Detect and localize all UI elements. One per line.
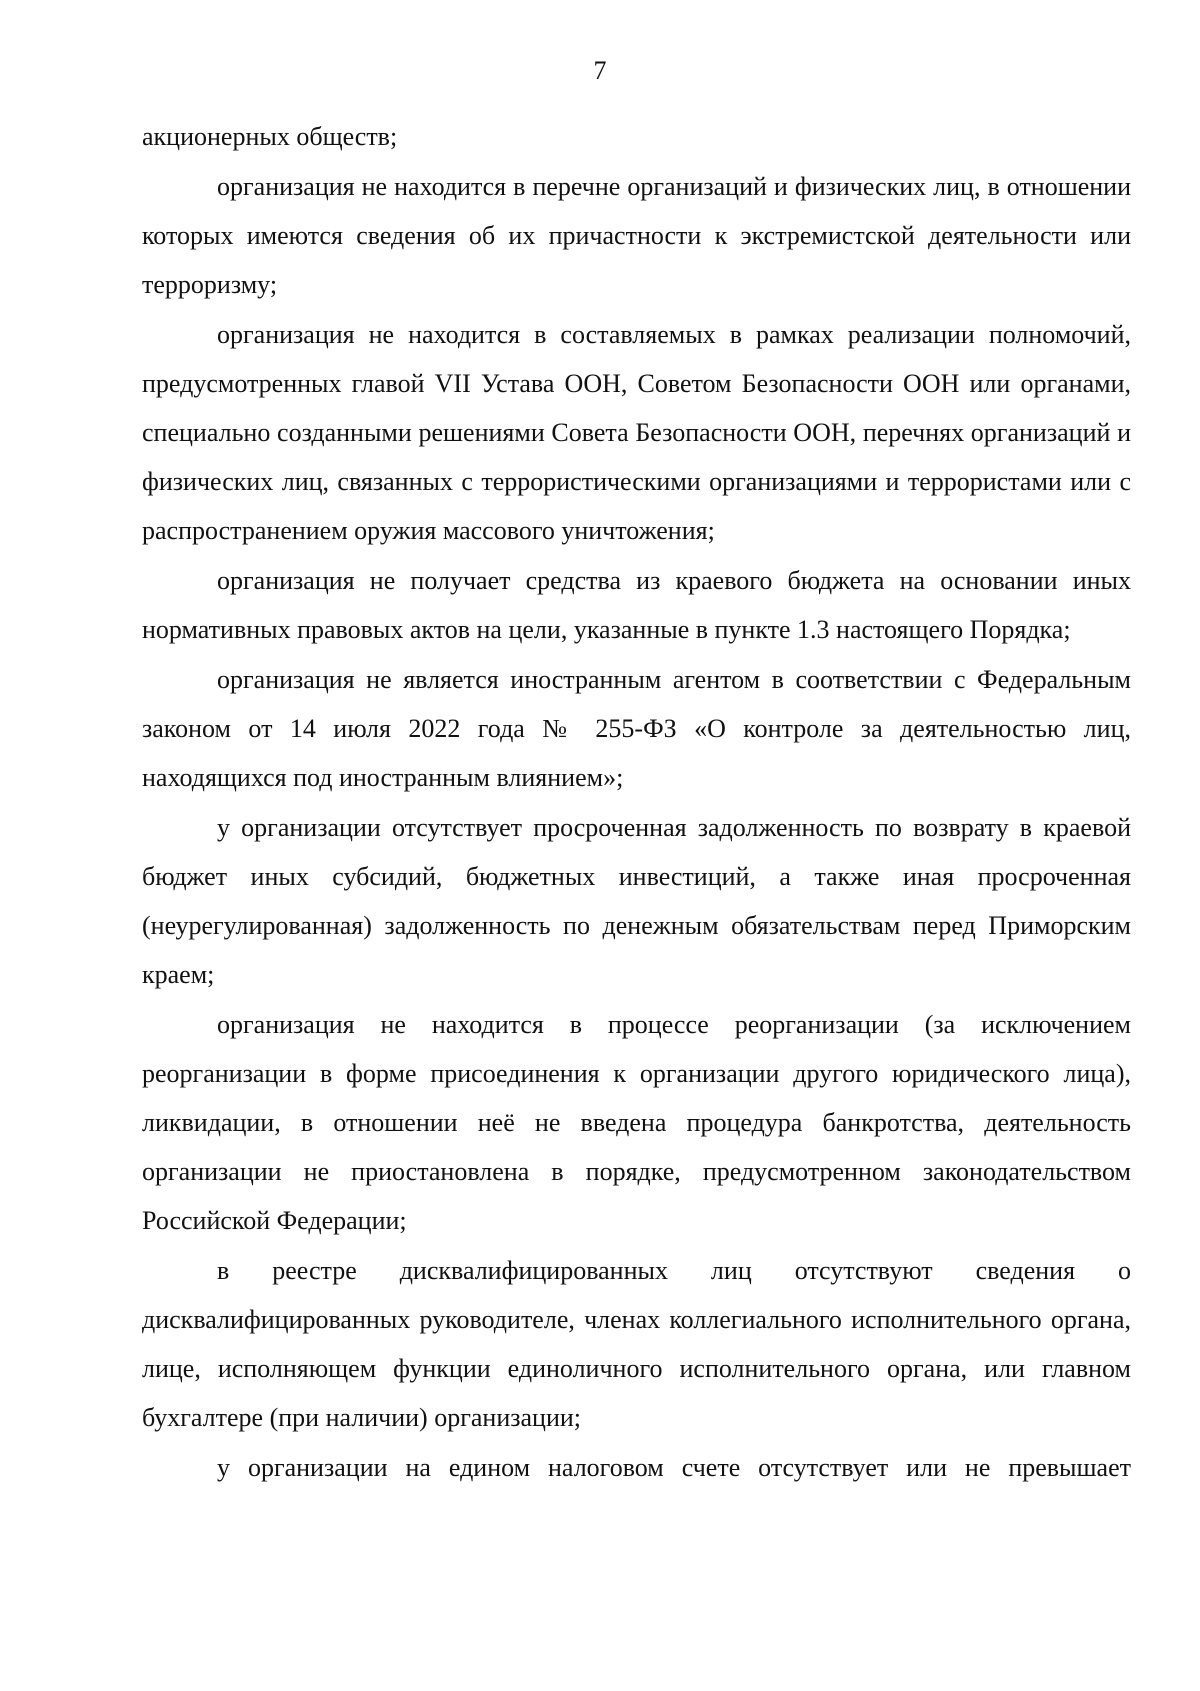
paragraph-foreign-agent: организация не является иностранным агентом в соответствии с Федеральным законом от 14 июля 2022 года № 255-ФЗ «О контроле за деятельностью лиц, находящихся под иностранным влиянием»; (142, 665, 1131, 792)
paragraph-disqualified-persons: в реестре дисквалифицированных лиц отсутствуют сведения о дисквалифицированных руководителе, членах коллегиального исполнительного органа, лице, исполняющем функции единоличного исполнительного органа, или главном бухгалтере (при наличии) организации; (142, 1256, 1131, 1432)
paragraph-extremism-list: организация не находится в перечне организаций и физических лиц, в отношении которых имеются сведения об их причастности к экстремистской деятельности или терроризму; (142, 172, 1131, 299)
page-number: 7 (593, 56, 607, 85)
document-body (142, 112, 1131, 1493)
paragraph-continuation: акционерных обществ; (142, 122, 398, 151)
paragraph-no-other-funding: организация не получает средства из краевого бюджета на основании иных нормативных правовых актов на цели, указанные в пункте 1.3 настоящего Порядка; (142, 566, 1131, 644)
paragraph-tax-account: у организации на едином налоговом счете отсутствует или не превышает (217, 1453, 1131, 1482)
paragraph-no-reorganization: организация не находится в процессе реорганизации (за исключением реорганизации в форме присоединения к организации другого юридического лица), ликвидации, в отношении неё не введена процедура банкротства, деятельность организации не приостановлена в порядке, предусмотренном законодательством Российской Федерации; (142, 1010, 1131, 1235)
paragraph-no-overdue-debt: у организации отсутствует просроченная задолженность по возврату в краевой бюджет иных субсидий, бюджетных инвестиций, а также иная просроченная (неурегулированная) задолженность по денежным обязательствам перед Приморским краем; (142, 813, 1131, 989)
paragraph-un-sanctions-list: организация не находится в составляемых в рамках реализации полномочий, предусмотренных главой VII Устава ООН, Советом Безопасности ООН или органами, специально созданными решениями Совета Безопасности ООН, перечнях организаций и физических лиц, связанных с террористическими организациями и террористами или с распространением оружия массового уничтожения; (142, 320, 1131, 545)
